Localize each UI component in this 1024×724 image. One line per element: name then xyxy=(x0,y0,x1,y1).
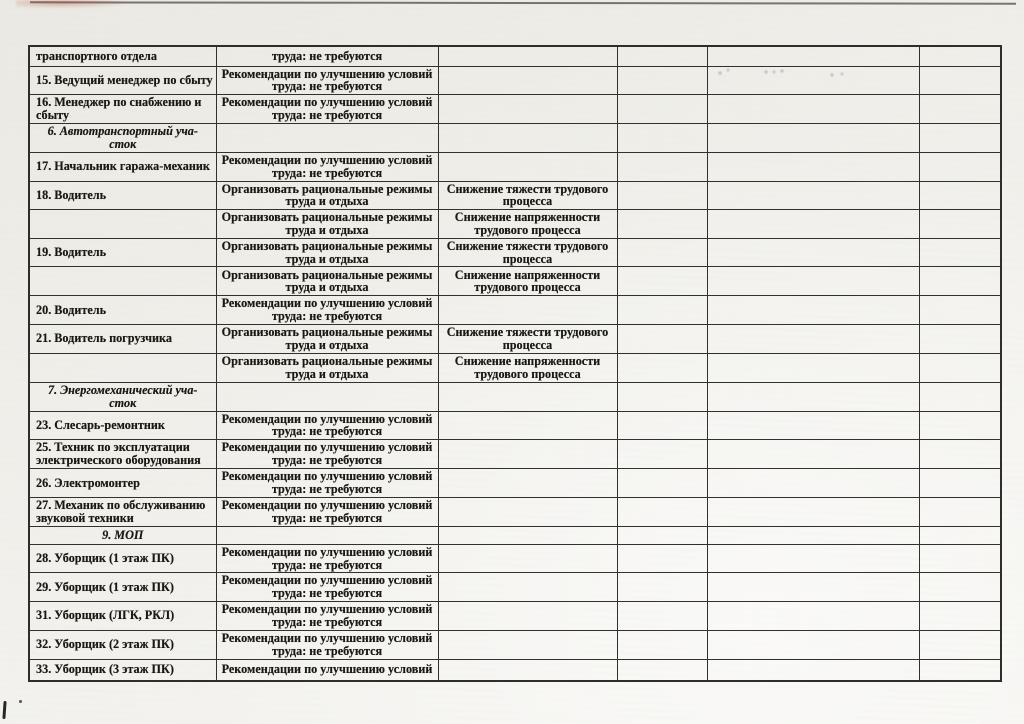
cell-empty xyxy=(707,630,919,659)
cell-line: 33. Уборщик (3 этаж ПК) xyxy=(36,662,174,677)
cell-effect xyxy=(438,325,617,354)
cell-empty xyxy=(617,573,707,602)
cell-empty xyxy=(707,210,919,239)
cell-empty xyxy=(707,95,919,124)
cell-empty xyxy=(707,46,919,66)
cell-line: труда: не требуются xyxy=(271,482,383,497)
table-row xyxy=(29,659,1001,681)
cell-recommendation xyxy=(216,411,438,440)
cell-line: Организовать рациональные режимы xyxy=(221,325,433,340)
cell-recommendation xyxy=(216,526,438,544)
red-ink-smudge xyxy=(16,0,126,8)
table-row xyxy=(29,152,1001,181)
cell-line: Рекомендации по улучшению условий xyxy=(221,544,433,559)
cell-recommendation xyxy=(216,66,438,95)
cell-line: Рекомендации по улучшению условий xyxy=(221,95,433,110)
cell-line: звуковой техники xyxy=(36,510,134,525)
cell-position xyxy=(29,181,216,210)
cell-line: Снижение тяжести трудового xyxy=(446,325,609,340)
cell-line: труда: не требуются xyxy=(271,309,383,324)
cell-line: 32. Уборщик (2 этаж ПК) xyxy=(36,637,174,652)
cell-line: 23. Слесарь-ремонтник xyxy=(36,418,165,433)
cell-line: транспортного отдела xyxy=(36,48,157,63)
cell-empty xyxy=(617,296,707,325)
cell-effect xyxy=(438,440,617,469)
cell-empty xyxy=(617,382,707,411)
cell-position xyxy=(29,95,216,124)
cell-recommendation xyxy=(216,353,438,382)
cell-empty xyxy=(919,267,1001,296)
cell-effect xyxy=(438,497,617,526)
cell-effect xyxy=(438,66,617,95)
cell-empty xyxy=(707,382,919,411)
cell-recommendation xyxy=(216,46,438,66)
cell-line: труда: не требуются xyxy=(271,643,383,658)
cell-empty xyxy=(707,469,919,498)
cell-position xyxy=(29,659,216,681)
pen-dot-mark xyxy=(19,700,22,703)
cell-line: труда и отдыха xyxy=(285,223,369,238)
cell-empty xyxy=(707,66,919,95)
section-row xyxy=(29,123,1001,152)
cell-empty xyxy=(919,152,1001,181)
cell-empty xyxy=(919,630,1001,659)
cell-recommendation xyxy=(216,210,438,239)
cell-effect xyxy=(438,296,617,325)
cell-line: 15. Ведущий менеджер по сбыту xyxy=(36,72,213,87)
cell-line: 29. Уборщик (1 этаж ПК) xyxy=(36,579,174,594)
cell-empty xyxy=(919,469,1001,498)
cell-position xyxy=(29,325,216,354)
cell-position xyxy=(29,497,216,526)
cell-recommendation xyxy=(216,544,438,573)
cell-recommendation xyxy=(216,382,438,411)
cell-line: труда: не требуются xyxy=(271,48,383,63)
cell-empty xyxy=(617,602,707,631)
cell-line: Организовать рациональные режимы xyxy=(221,267,433,282)
cell-empty xyxy=(617,123,707,152)
cell-line: Рекомендации по улучшению условий xyxy=(221,469,433,484)
cell-empty xyxy=(919,497,1001,526)
cell-line: 20. Водитель xyxy=(36,302,107,317)
cell-empty xyxy=(919,382,1001,411)
cell-position xyxy=(29,210,216,239)
cell-effect xyxy=(438,526,617,544)
cell-line: труда: не требуются xyxy=(271,586,383,601)
cell-line: труда: не требуются xyxy=(271,453,383,468)
table-row xyxy=(29,46,1001,66)
cell-line: Снижение напряженности xyxy=(454,353,601,368)
cell-line: труда: не требуются xyxy=(271,614,383,629)
cell-empty xyxy=(707,152,919,181)
cell-recommendation xyxy=(216,497,438,526)
table-row xyxy=(29,353,1001,382)
cell-recommendation xyxy=(216,469,438,498)
table-row xyxy=(29,66,1001,95)
cell-line: Организовать рациональные режимы xyxy=(221,238,433,253)
cell-empty xyxy=(919,411,1001,440)
cell-line: электрического оборудования xyxy=(36,453,201,468)
cell-position xyxy=(29,296,216,325)
cell-line: 25. Техник по эксплуатации xyxy=(36,440,190,455)
cell-effect xyxy=(438,573,617,602)
cell-empty xyxy=(919,526,1001,544)
cell-position xyxy=(29,238,216,267)
cell-line: 28. Уборщик (1 этаж ПК) xyxy=(36,551,174,566)
table-row xyxy=(29,296,1001,325)
cell-position xyxy=(29,411,216,440)
table-row xyxy=(29,469,1001,498)
cell-recommendation xyxy=(216,659,438,681)
cell-empty xyxy=(919,659,1001,681)
cell-empty xyxy=(919,440,1001,469)
cell-line: труда: не требуются xyxy=(271,510,383,525)
cell-empty xyxy=(617,469,707,498)
cell-empty xyxy=(707,411,919,440)
cell-effect xyxy=(438,267,617,296)
cell-line: труда и отдыха xyxy=(285,337,369,352)
cell-empty xyxy=(919,210,1001,239)
cell-empty xyxy=(707,353,919,382)
cell-line: 26. Электромонтер xyxy=(36,475,140,490)
cell-line: 21. Водитель погрузчика xyxy=(36,331,172,346)
cell-empty xyxy=(707,526,919,544)
cell-line: Организовать рациональные режимы xyxy=(221,181,433,196)
cell-line: труда: не требуются xyxy=(271,79,383,94)
cell-recommendation xyxy=(216,573,438,602)
cell-effect xyxy=(438,411,617,440)
pen-stroke-mark xyxy=(2,701,6,719)
table-row xyxy=(29,411,1001,440)
cell-empty xyxy=(617,353,707,382)
cell-effect xyxy=(438,382,617,411)
cell-line: процесса xyxy=(502,251,553,266)
cell-line: Организовать рациональные режимы xyxy=(221,210,433,225)
cell-recommendation xyxy=(216,95,438,124)
cell-recommendation xyxy=(216,602,438,631)
cell-empty xyxy=(707,497,919,526)
cell-empty xyxy=(919,123,1001,152)
cell-effect xyxy=(438,544,617,573)
cell-empty xyxy=(617,526,707,544)
cell-empty xyxy=(617,152,707,181)
cell-line: Рекомендации по улучшению условий xyxy=(221,440,433,455)
cell-line: труда и отдыха xyxy=(285,280,369,295)
cell-effect xyxy=(438,602,617,631)
cell-position xyxy=(29,573,216,602)
cell-empty xyxy=(707,296,919,325)
cell-effect xyxy=(438,181,617,210)
cell-position xyxy=(29,382,216,411)
cell-position xyxy=(29,602,216,631)
cell-line: 7. Энергомеханический уча- xyxy=(48,382,198,397)
cell-line: трудового процесса xyxy=(474,280,581,295)
cell-line: Рекомендации по улучшению условий xyxy=(221,573,433,588)
cell-empty xyxy=(617,238,707,267)
cell-line: трудового процесса xyxy=(474,223,581,238)
cell-recommendation xyxy=(216,152,438,181)
cell-position xyxy=(29,526,216,544)
cell-line: 9. МОП xyxy=(102,527,144,542)
cell-empty xyxy=(617,411,707,440)
cell-empty xyxy=(617,325,707,354)
cell-empty xyxy=(617,46,707,66)
cell-empty xyxy=(617,659,707,681)
cell-position xyxy=(29,469,216,498)
cell-empty xyxy=(919,238,1001,267)
cell-line: 27. Механик по обслуживанию xyxy=(36,498,206,513)
cell-recommendation xyxy=(216,630,438,659)
table-row xyxy=(29,210,1001,239)
cell-line: Рекомендации по улучшению условий xyxy=(221,152,433,167)
cell-effect xyxy=(438,46,617,66)
cell-line: Рекомендации по улучшению условий xyxy=(221,630,433,645)
cell-empty xyxy=(707,123,919,152)
cell-empty xyxy=(919,325,1001,354)
cell-empty xyxy=(617,66,707,95)
cell-empty xyxy=(707,659,919,681)
cell-line: сток xyxy=(109,395,137,410)
cell-empty xyxy=(919,181,1001,210)
table-row xyxy=(29,573,1001,602)
cell-line: Снижение напряженности xyxy=(454,267,601,282)
cell-empty xyxy=(919,296,1001,325)
section-row xyxy=(29,526,1001,544)
cell-line: 18. Водитель xyxy=(36,188,107,203)
cell-empty xyxy=(617,440,707,469)
cell-line: процесса xyxy=(502,337,553,352)
cell-empty xyxy=(707,181,919,210)
cell-line: 6. Автотранспортный уча- xyxy=(47,123,198,138)
cell-effect xyxy=(438,152,617,181)
cell-empty xyxy=(919,95,1001,124)
cell-empty xyxy=(707,325,919,354)
cell-effect xyxy=(438,123,617,152)
cell-line: труда и отдыха xyxy=(285,366,369,381)
cell-line: 31. Уборщик (ЛГК, РКЛ) xyxy=(36,608,175,623)
cell-position xyxy=(29,353,216,382)
table-row xyxy=(29,181,1001,210)
cell-empty xyxy=(617,210,707,239)
table-row xyxy=(29,267,1001,296)
cell-empty xyxy=(617,181,707,210)
table-row xyxy=(29,602,1001,631)
cell-position xyxy=(29,267,216,296)
cell-line: Снижение тяжести трудового xyxy=(446,181,609,196)
cell-line: сбыту xyxy=(36,107,70,122)
cell-empty xyxy=(617,95,707,124)
table-row xyxy=(29,630,1001,659)
cell-line: трудового процесса xyxy=(474,366,581,381)
cell-position xyxy=(29,630,216,659)
cell-line: Организовать рациональные режимы xyxy=(221,353,433,368)
table-row xyxy=(29,440,1001,469)
table-body xyxy=(29,46,1001,681)
cell-line: труда: не требуются xyxy=(271,107,383,122)
cell-effect xyxy=(438,238,617,267)
cell-empty xyxy=(919,573,1001,602)
table-row xyxy=(29,544,1001,573)
cell-empty xyxy=(919,46,1001,66)
cell-line: Рекомендации по улучшению условий xyxy=(221,66,433,81)
cell-line: Снижение напряженности xyxy=(454,210,601,225)
cell-line: 16. Менеджер по снабжению и xyxy=(36,95,202,110)
cell-effect xyxy=(438,469,617,498)
cell-effect xyxy=(438,630,617,659)
cell-position xyxy=(29,544,216,573)
table-row xyxy=(29,325,1001,354)
cell-line: 19. Водитель xyxy=(36,245,107,260)
cell-effect xyxy=(438,95,617,124)
cell-recommendation xyxy=(216,181,438,210)
cell-recommendation xyxy=(216,296,438,325)
cell-empty xyxy=(707,238,919,267)
cell-line: труда: не требуются xyxy=(271,165,383,180)
cell-empty xyxy=(707,267,919,296)
work-conditions-table xyxy=(28,45,1002,682)
cell-line: Рекомендации по улучшению условий xyxy=(221,498,433,513)
cell-line: 17. Начальник гаража-механик xyxy=(36,159,210,174)
cell-line: процесса xyxy=(502,194,553,209)
cell-effect xyxy=(438,659,617,681)
section-row xyxy=(29,382,1001,411)
cell-empty xyxy=(617,630,707,659)
cell-empty xyxy=(617,267,707,296)
cell-line: труда: не требуются xyxy=(271,424,383,439)
cell-empty xyxy=(707,544,919,573)
cell-empty xyxy=(707,602,919,631)
table-row xyxy=(29,497,1001,526)
cell-line: Снижение тяжести трудового xyxy=(446,238,609,253)
cell-position xyxy=(29,46,216,66)
cell-empty xyxy=(919,66,1001,95)
cell-empty xyxy=(919,544,1001,573)
table-row xyxy=(29,95,1001,124)
previous-row-edge-line xyxy=(30,1,1016,4)
cell-line: труда: не требуются xyxy=(271,557,383,572)
cell-line: Рекомендации по улучшению условий xyxy=(221,662,433,677)
cell-line: сток xyxy=(109,136,137,151)
cell-position xyxy=(29,440,216,469)
table-row xyxy=(29,238,1001,267)
cell-empty xyxy=(617,497,707,526)
cell-line: Рекомендации по улучшению условий xyxy=(221,296,433,311)
cell-recommendation xyxy=(216,267,438,296)
cell-recommendation xyxy=(216,440,438,469)
cell-line: труда и отдыха xyxy=(285,251,369,266)
cell-empty xyxy=(617,544,707,573)
cell-line: Рекомендации по улучшению условий xyxy=(221,411,433,426)
cell-empty xyxy=(707,573,919,602)
cell-empty xyxy=(919,602,1001,631)
cell-position xyxy=(29,152,216,181)
cell-recommendation xyxy=(216,238,438,267)
cell-position xyxy=(29,66,216,95)
cell-position xyxy=(29,123,216,152)
cell-empty xyxy=(919,353,1001,382)
cell-effect xyxy=(438,210,617,239)
cell-line: труда и отдыха xyxy=(285,194,369,209)
cell-recommendation xyxy=(216,325,438,354)
cell-empty xyxy=(707,440,919,469)
cell-effect xyxy=(438,353,617,382)
cell-line: Рекомендации по улучшению условий xyxy=(221,602,433,617)
cell-recommendation xyxy=(216,123,438,152)
